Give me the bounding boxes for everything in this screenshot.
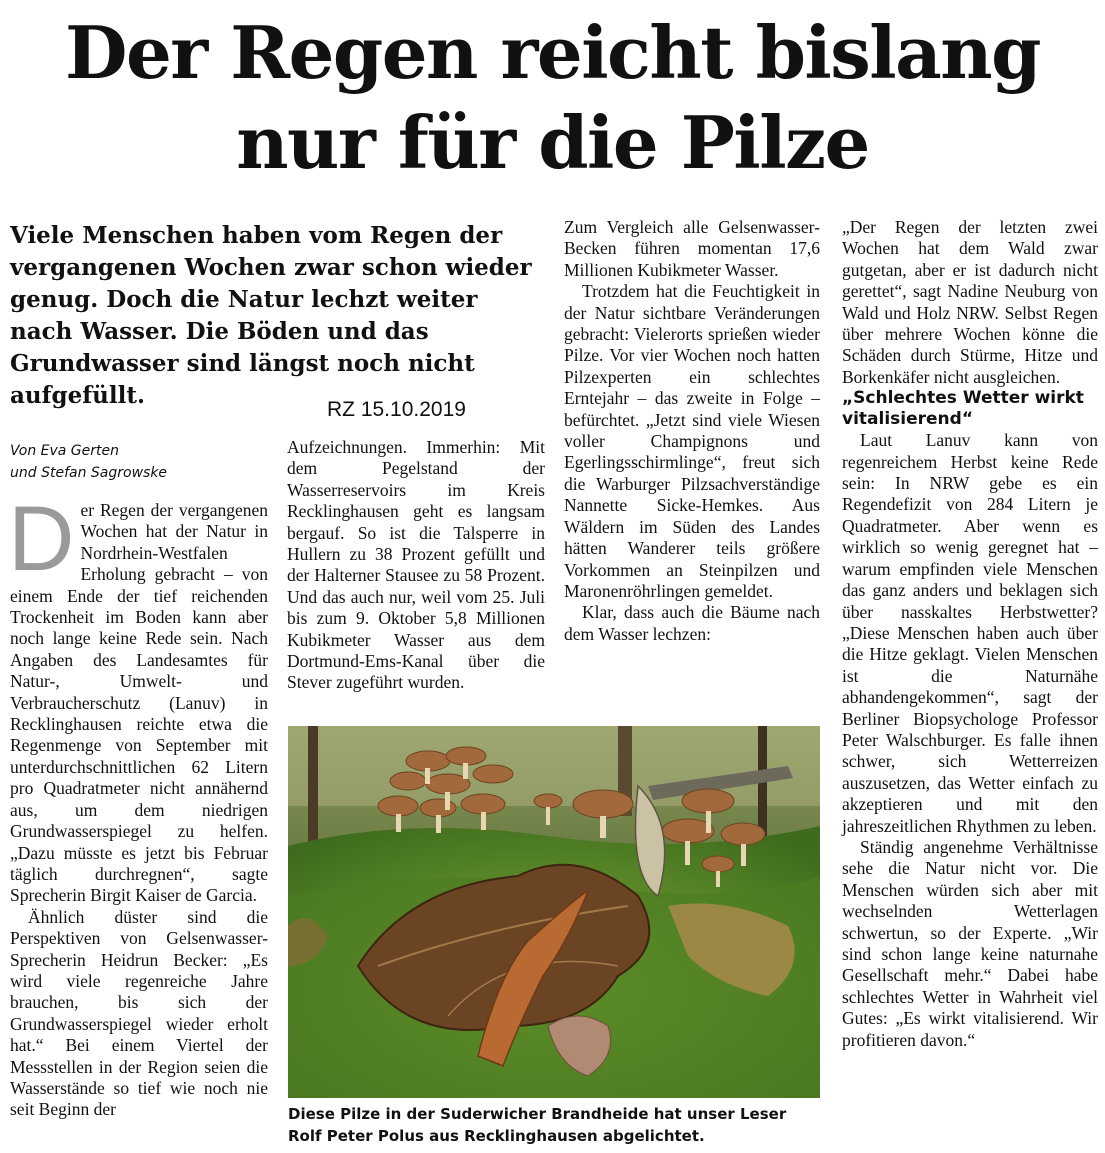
byline-line-1: Von Eva Gerten: [10, 443, 119, 459]
photo-caption: [288, 1103, 820, 1147]
caption-line-2: Rolf Peter Polus aus Recklinghausen abgelichtet.: [288, 1127, 705, 1145]
article-paragraph: Ständig angenehme Verhältnisse sehe die Natur nicht vor. Die Menschen würden sich aber mit wechselnden Wetterlagen schwertun, so der Experte. „Wir sind schon lange keine naturnahe Gesellschaft mehr.“ Dabei habe schlechtes Wetter in Wahrheit viel Gutes: „Es wirkt vitalisierend. Wir profitieren davon.“: [842, 836, 1098, 1050]
article-column-4: [842, 217, 1098, 1051]
article-paragraph: Trotzdem hat die Feuchtigkeit in der Natur sichtbare Veränderungen gebracht: Vielerorts sprießen wieder Pilze. Vor vier Wochen noch hatten Pilzexperten ein schlechtes Erntejahr – das zweite in Folge – befürchtet. „Jetzt sind viele Wiesen voller Champignons und Egerlingsschirmlinge“, freut sich die Warburger Pilzsachverständige Nannette Sicke-Hemkes. Aus Wäldern im Süden des Landes hätten Wanderer teils größere Vorkommen an Steinpilzen und Maronenröhrlingen gemeldet.: [564, 281, 820, 601]
lead-paragraph: Viele Menschen haben vom Regen der vergangenen Wochen zwar schon wieder genug. Doch die Natur lechzt weiter nach Wasser. Die Böden und das Grundwasser sind längst noch nicht aufgefüllt.: [10, 222, 532, 409]
caption-line-1: Diese Pilze in der Suderwicher Brandheide hat unser Leser: [288, 1105, 787, 1123]
article-paragraph: Klar, dass auch die Bäume nach dem Wasser lechzen:: [564, 602, 820, 644]
drop-cap: D: [8, 488, 75, 590]
byline: [10, 440, 270, 484]
mushroom-photo: [288, 726, 820, 1098]
article-paragraph: „Der Regen der letzten zwei Wochen hat dem Wald zwar gutgetan, aber er ist dadurch nicht gerettet“, sagt Nadine Neuburg von Wald und Holz NRW. Selbst Regen über mehrere Wochen könne die Schäden durch Stürme, Hitze und Borkenkäfer nicht ausgleichen.: [842, 217, 1098, 387]
article-paragraph: Ähnlich düster sind die Perspektiven von Gelsenwasser-Sprecherin Heidrun Becker: „Es wird viele regenreiche Jahre brauchen, bis sich der Grundwasserspiegel wieder erholt hat.“ Bei einem Viertel der Messstellen in der Region seien die Wasserstände so tief wie noch nie seit Beginn der: [10, 906, 268, 1120]
paragraph-text: er Regen der vergangenen Wochen hat der Natur in Nordrhein-Westfalen Erholung gebracht – von einem Ende der tief reichenden Trockenheit im Boden kann aber noch lange keine Rede sein. Nach Angaben des Landesamtes für Natur-, Umwelt- und Verbraucherschutz (Lanuv) in Recklinghausen reichte etwa die Regenmenge von September mit unterdurchschnittlichen 62 Litern pro Quadratmeter nicht annähernd aus, um dem niedrigen Grundwasserspiegel zu helfen. „Dazu müsste es jetzt bis Februar täglich durchregnen“, sagte Sprecherin Birgit Kaiser de Garcia.: [10, 500, 268, 906]
date-stamp: RZ 15.10.2019: [327, 398, 466, 421]
headline-line-2: nur für die Pilze: [236, 100, 869, 185]
article-column-2: [287, 437, 545, 694]
headline-line-1: Der Regen reicht bislang: [65, 10, 1040, 95]
subheading: „Schlechtes Wetter wirkt vitalisierend“: [842, 388, 1084, 430]
headline: [0, 8, 1105, 188]
article-column-3: [564, 217, 820, 645]
article-paragraph: Aufzeichnungen. Immerhin: Mit dem Pegelstand der Wasserreservoirs im Kreis Recklinghausen geht es langsam bergauf. So ist die Talsperre in Hullern zu 38 Prozent gefüllt und der Halterner Stausee zu 58 Prozent. Und das auch nur, weil vom 25. Juli bis zum 9. Oktober 5,8 Millionen Kubikmeter Wasser aus dem Dortmund-Ems-Kanal über die Stever zugeführt wurden.: [287, 437, 545, 693]
article-paragraph: [8, 488, 268, 907]
byline-line-2: und Stefan Sagrowske: [10, 465, 168, 481]
article-paragraph: Zum Vergleich alle Gelsenwasser-Becken führen momentan 17,6 Millionen Kubikmeter Wasser.: [564, 217, 820, 280]
article-paragraph: Laut Lanuv kann von regenreichem Herbst keine Rede sein: In NRW gebe es ein Regendefizit von 284 Litern je Quadratmeter. Aber wenn es wirklich so wenig geregnet hat – warum empfinden viele Menschen das ganz anders und beklagen sich über nasskaltes Herbstwetter? „Diese Menschen haben auch über die Hitze geklagt. Vielen Menschen ist die Naturnähe abhandengekommen“, sagt der Berliner Biopsychologe Professor Peter Walschburger. Es falle ihnen schwer, sich Wetterreizen auszusetzen, das Wetter einfach zu akzeptieren und mit den jahreszeitlichen Rhythmen zu leben.: [842, 430, 1098, 836]
article-column-1: [8, 488, 268, 1121]
